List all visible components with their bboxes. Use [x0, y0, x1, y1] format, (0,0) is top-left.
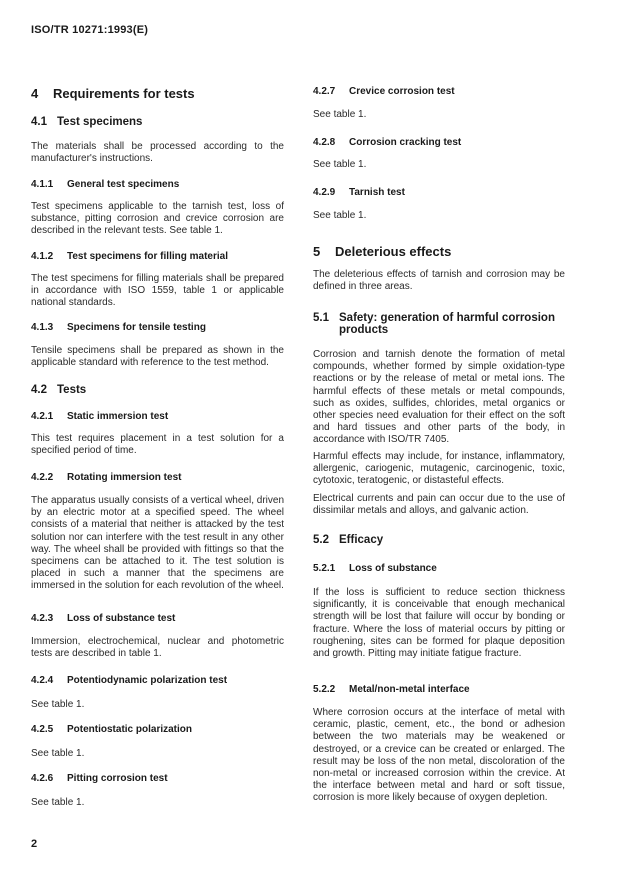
section-title: Potentiostatic polarization	[67, 724, 193, 735]
section-title: Loss of substance	[349, 563, 437, 574]
section-4-2-1-heading	[31, 411, 284, 422]
section-4-heading	[31, 86, 284, 101]
section-title: Crevice corrosion test	[349, 86, 455, 97]
section-5-2-1-text: If the loss is sufficient to reduce section thickness significantly, it is conceivable that enough mechanical strength will be lost that failure will occur by bonding or fracture. Where the loss of material occurs by pitting or roughening, sites can be formed for plaque deposition and growth. Pitting may initiate fatigue fracture.	[313, 587, 565, 660]
section-5-2-1-heading	[313, 563, 565, 574]
page-number: 2	[31, 838, 38, 850]
section-number: 5.2	[313, 534, 329, 546]
section-title: Loss of substance test	[67, 613, 176, 624]
section-title: Test specimens for filling material	[67, 251, 228, 262]
section-title: Tests	[57, 384, 87, 396]
section-4-2-5-heading	[31, 724, 284, 735]
section-4-2-6-heading	[31, 773, 284, 784]
section-4-2-2-text: The apparatus usually consists of a vertical wheel, driven by an electric motor at a specified speed. The wheel consists of a material that neither is attacked by the test solution nor can interfere with the test result in any other way. The wheel shall be provided with fittings so that the specimens can be attached to it. The test solution is placed in such a manner that the specimens are immersed in the solution for each revolution of the wheel.	[31, 495, 284, 592]
section-4-1-2-heading	[31, 251, 284, 262]
section-5-text: The deleterious effects of tarnish and corrosion may be defined in three areas.	[313, 269, 565, 293]
section-4-2-3-heading	[31, 613, 284, 624]
section-number: 4.2.3	[31, 613, 54, 624]
section-number: 4.1.3	[31, 322, 54, 333]
section-title: Potentiodynamic polarization test	[67, 675, 228, 686]
section-title: Corrosion cracking test	[349, 137, 462, 148]
section-number: 4.2.5	[31, 724, 54, 735]
section-title: Pitting corrosion test	[67, 773, 168, 784]
section-title: Metal/non-metal interface	[349, 684, 470, 695]
section-number: 4.2.2	[31, 472, 54, 483]
section-number: 4	[31, 86, 39, 101]
section-4-2-9-text: See table 1.	[313, 210, 367, 221]
section-title: Specimens for tensile testing	[67, 322, 206, 333]
section-4-2-1-text: This test requires placement in a test solution for a specified period of time.	[31, 433, 284, 457]
section-4-2-4-text: See table 1.	[31, 699, 85, 710]
section-5-2-2-text: Where corrosion occurs at the interface of metal with ceramic, plastic, cement, etc., the bond or adhesion between the two materials may be weakened or destroyed, or a crevice can be created or enlarged. The result may be loss of the non metal, discoloration of the non-metal or increased corrosion within the crevice. At the interface between metal and hard or soft tissue, corrosion is more likely because of oxygen depletion.	[313, 707, 565, 804]
section-5-1-text-1: Corrosion and tarnish denote the formation of metal compounds, whether formed by simple oxidation-type reactions or by the release of metal or metal ions. The harmful effects of these metals or metal compounds, such as oxides, sulfides, chlorides, metal organics or other species need evaluation for their effect on the soft and hard tissues and other parts of the body, in accordance with ISO/TR 7405.	[313, 349, 565, 446]
section-4-2-5-text: See table 1.	[31, 748, 85, 759]
section-4-1-heading	[31, 116, 284, 128]
section-number: 4.2.6	[31, 773, 54, 784]
section-title: Static immersion test	[67, 411, 169, 422]
section-number: 4.2.7	[313, 86, 336, 97]
section-title: Rotating immersion test	[67, 472, 182, 483]
section-4-2-2-heading	[31, 472, 284, 483]
section-4-2-9-heading	[313, 187, 565, 198]
section-title: Deleterious effects	[335, 244, 452, 259]
section-number: 4.1.1	[31, 179, 54, 190]
section-4-2-6-text: See table 1.	[31, 797, 85, 808]
section-number: 4.2.9	[313, 187, 336, 198]
section-5-1-text-3: Electrical currents and pain can occur due to the use of dissimilar metals and alloys, and galvanic action.	[313, 493, 565, 517]
section-4-2-heading	[31, 384, 284, 396]
section-number: 5.1	[313, 312, 329, 324]
section-title: Safety: generation of harmful corrosion products	[339, 312, 555, 336]
section-number: 4.2	[31, 384, 47, 396]
section-5-1-heading	[313, 312, 565, 336]
section-title: Requirements for tests	[53, 86, 195, 101]
section-4-1-2-text: The test specimens for filling materials shall be prepared in accordance with ISO 1559, table 1 or applicable national standards.	[31, 273, 284, 309]
section-4-1-text: The materials shall be processed according to the manufacturer's instructions.	[31, 141, 284, 165]
section-4-2-4-heading	[31, 675, 284, 686]
section-4-2-3-text: Immersion, electrochemical, nuclear and photometric tests are described in table 1.	[31, 636, 284, 660]
section-number: 5	[313, 244, 321, 259]
section-4-2-7-heading	[313, 86, 565, 97]
section-5-heading	[313, 244, 565, 259]
section-5-2-heading	[313, 534, 565, 546]
section-4-2-8-heading	[313, 137, 565, 148]
section-4-1-1-heading	[31, 179, 284, 190]
section-4-1-3-text: Tensile specimens shall be prepared as shown in the applicable standard with reference to the test method.	[31, 345, 284, 369]
section-title: General test specimens	[67, 179, 180, 190]
section-number: 4.2.1	[31, 411, 54, 422]
section-title: Efficacy	[339, 534, 384, 546]
section-title: Tarnish test	[349, 187, 405, 198]
document-id: ISO/TR 10271:1993(E)	[31, 24, 149, 36]
section-4-1-1-text: Test specimens applicable to the tarnish test, loss of substance, pitting corrosion and crevice corrosion are described in the relevant tests. See table 1.	[31, 201, 284, 237]
section-4-1-3-heading	[31, 322, 284, 333]
section-5-1-text-2: Harmful effects may include, for instance, inflammatory, allergenic, cariogenic, mutagenic, carcinogenic, toxic, cytotoxic, teratogenic, or distasteful effects.	[313, 451, 565, 487]
section-number: 5.2.2	[313, 684, 336, 695]
section-title: Test specimens	[57, 116, 143, 128]
section-4-2-7-text: See table 1.	[313, 109, 367, 120]
section-5-2-2-heading	[313, 684, 565, 695]
section-number: 4.2.4	[31, 675, 54, 686]
section-4-2-8-text: See table 1.	[313, 159, 367, 170]
section-number: 4.1.2	[31, 251, 54, 262]
section-number: 5.2.1	[313, 563, 336, 574]
section-number: 4.1	[31, 116, 47, 128]
section-number: 4.2.8	[313, 137, 336, 148]
